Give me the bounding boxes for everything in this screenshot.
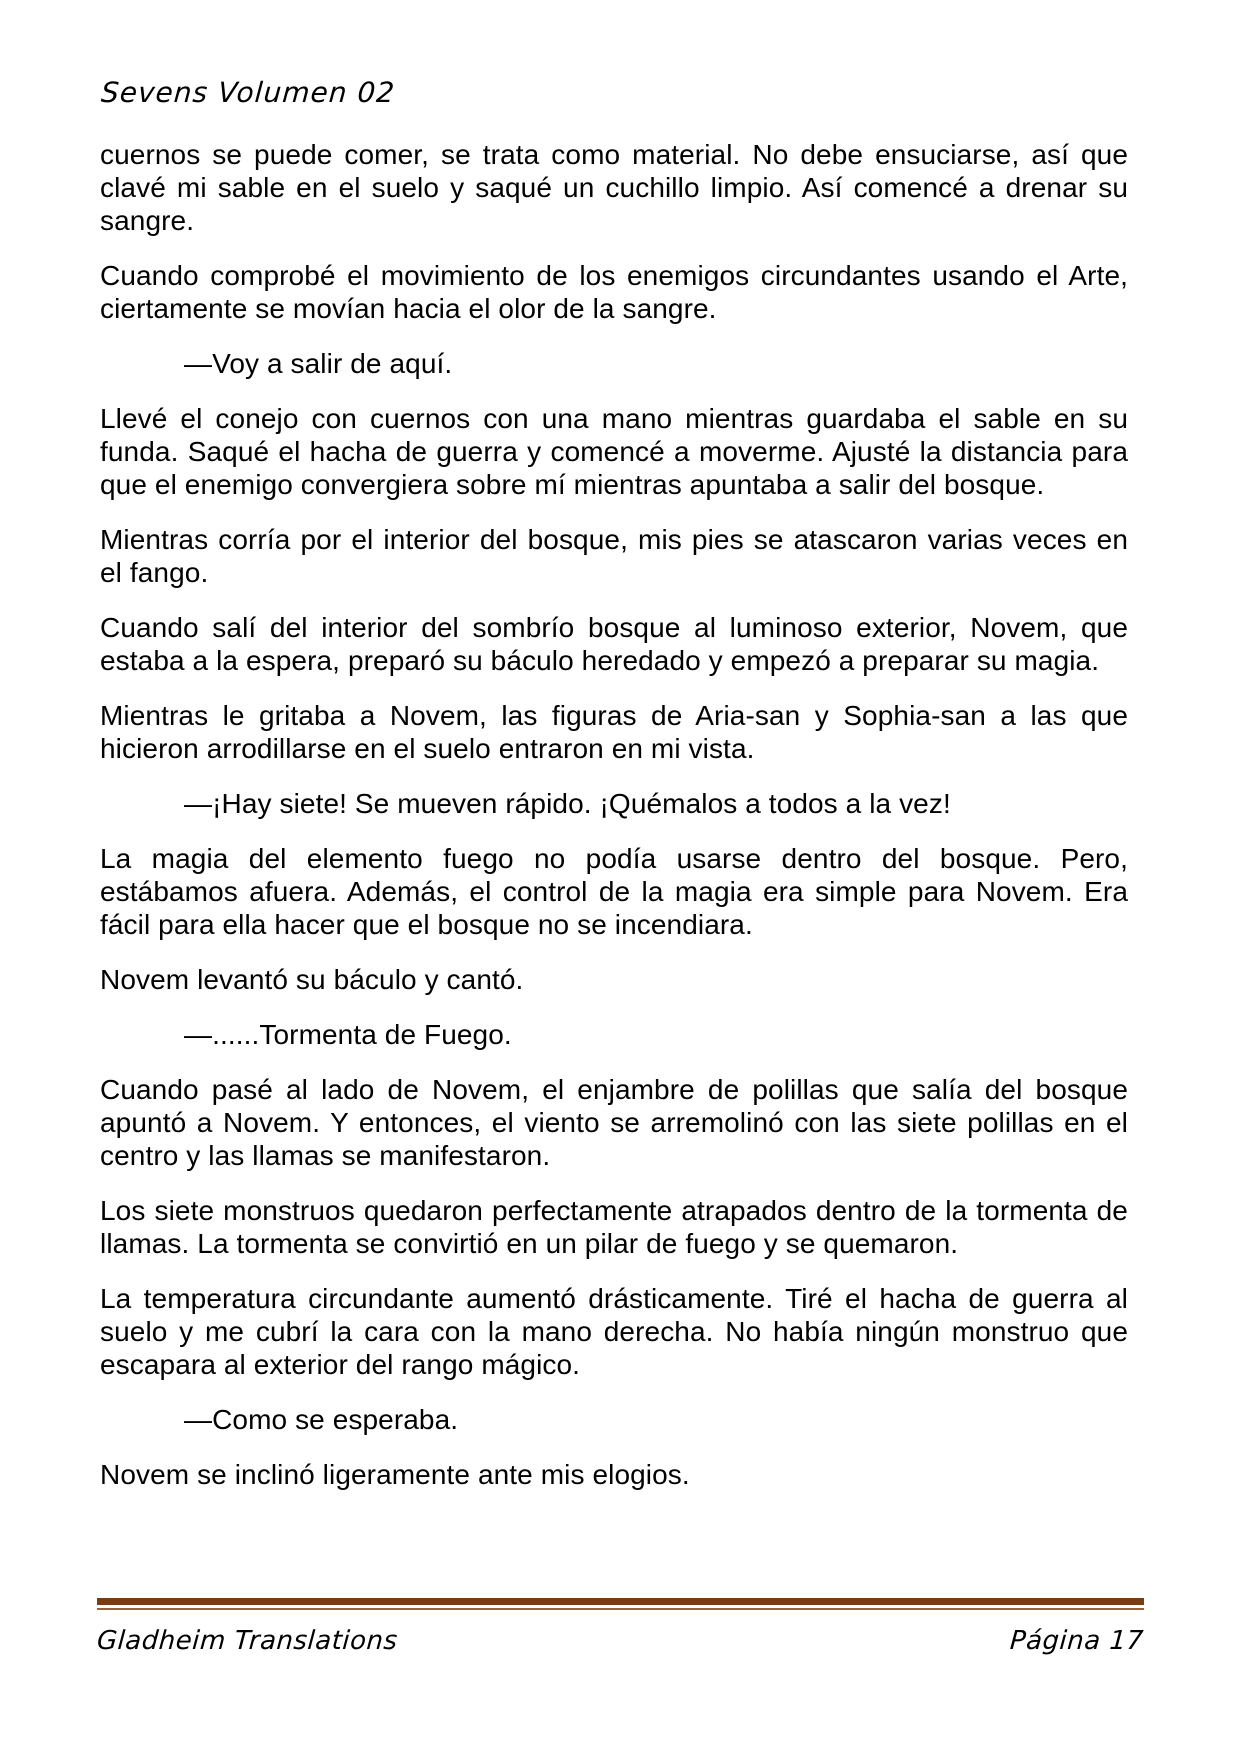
body-paragraph: Cuando comprobé el movimiento de los enemigos circundantes usando el Arte, ciertamente se movían hacia el olor de la sangre.: [100, 260, 1128, 324]
page-body: [100, 138, 1128, 1513]
footer-rule-thin: [97, 1608, 1144, 1610]
body-paragraph: cuernos se puede comer, se trata como material. No debe ensuciarse, así que clavé mi sable en el suelo y saqué un cuchillo limpio. Así comencé a drenar su sangre.: [100, 139, 1128, 236]
dialogue-line: —......Tormenta de Fuego.: [184, 1019, 512, 1050]
footer-rule-thick: [97, 1598, 1144, 1605]
dialogue-line: —Como se esperaba.: [184, 1404, 459, 1435]
footer-page-number: Página 17: [1009, 1626, 1146, 1656]
body-paragraph: Cuando salí del interior del sombrío bosque al luminoso exterior, Novem, que estaba a la espera, preparó su báculo heredado y empezó a preparar su magia.: [100, 612, 1128, 676]
dialogue-line: —¡Hay siete! Se mueven rápido. ¡Quémalos a todos a la vez!: [184, 788, 951, 819]
footer-translator-credit: Gladheim Translations: [95, 1626, 399, 1656]
page-footer: [97, 1598, 1144, 1656]
body-paragraph: Mientras le gritaba a Novem, las figuras de Aria-san y Sophia-san a las que hicieron arrodillarse en el suelo entraron en mi vista.: [100, 700, 1128, 764]
body-paragraph: Novem se inclinó ligeramente ante mis elogios.: [100, 1459, 690, 1490]
body-paragraph: Los siete monstruos quedaron perfectamente atrapados dentro de la tormenta de llamas. La tormenta se convirtió en un pilar de fuego y se quemaron.: [100, 1195, 1128, 1259]
body-paragraph: Cuando pasé al lado de Novem, el enjambre de polillas que salía del bosque apuntó a Novem. Y entonces, el viento se arremolinó con las siete polillas en el centro y las llamas se manifestaron.: [100, 1074, 1128, 1171]
body-paragraph: La temperatura circundante aumentó drásticamente. Tiré el hacha de guerra al suelo y me cubrí la cara con la mano derecha. No había ningún monstruo que escapara al exterior del rango mágico.: [100, 1283, 1128, 1380]
page-header-title: Sevens Volumen 02: [100, 76, 397, 109]
dialogue-line: —Voy a salir de aquí.: [184, 348, 453, 379]
body-paragraph: Mientras corría por el interior del bosque, mis pies se atascaron varias veces en el fango.: [100, 524, 1128, 588]
body-paragraph: La magia del elemento fuego no podía usarse dentro del bosque. Pero, estábamos afuera. Además, el control de la magia era simple para Novem. Era fácil para ella hacer que el bosque no se incendiara.: [100, 843, 1128, 940]
body-paragraph: Llevé el conejo con cuernos con una mano mientras guardaba el sable en su funda. Saqué el hacha de guerra y comencé a moverme. Ajusté la distancia para que el enemigo convergiera sobre mí mientras apuntaba a salir del bosque.: [100, 403, 1128, 500]
body-paragraph: Novem levantó su báculo y cantó.: [100, 964, 524, 995]
